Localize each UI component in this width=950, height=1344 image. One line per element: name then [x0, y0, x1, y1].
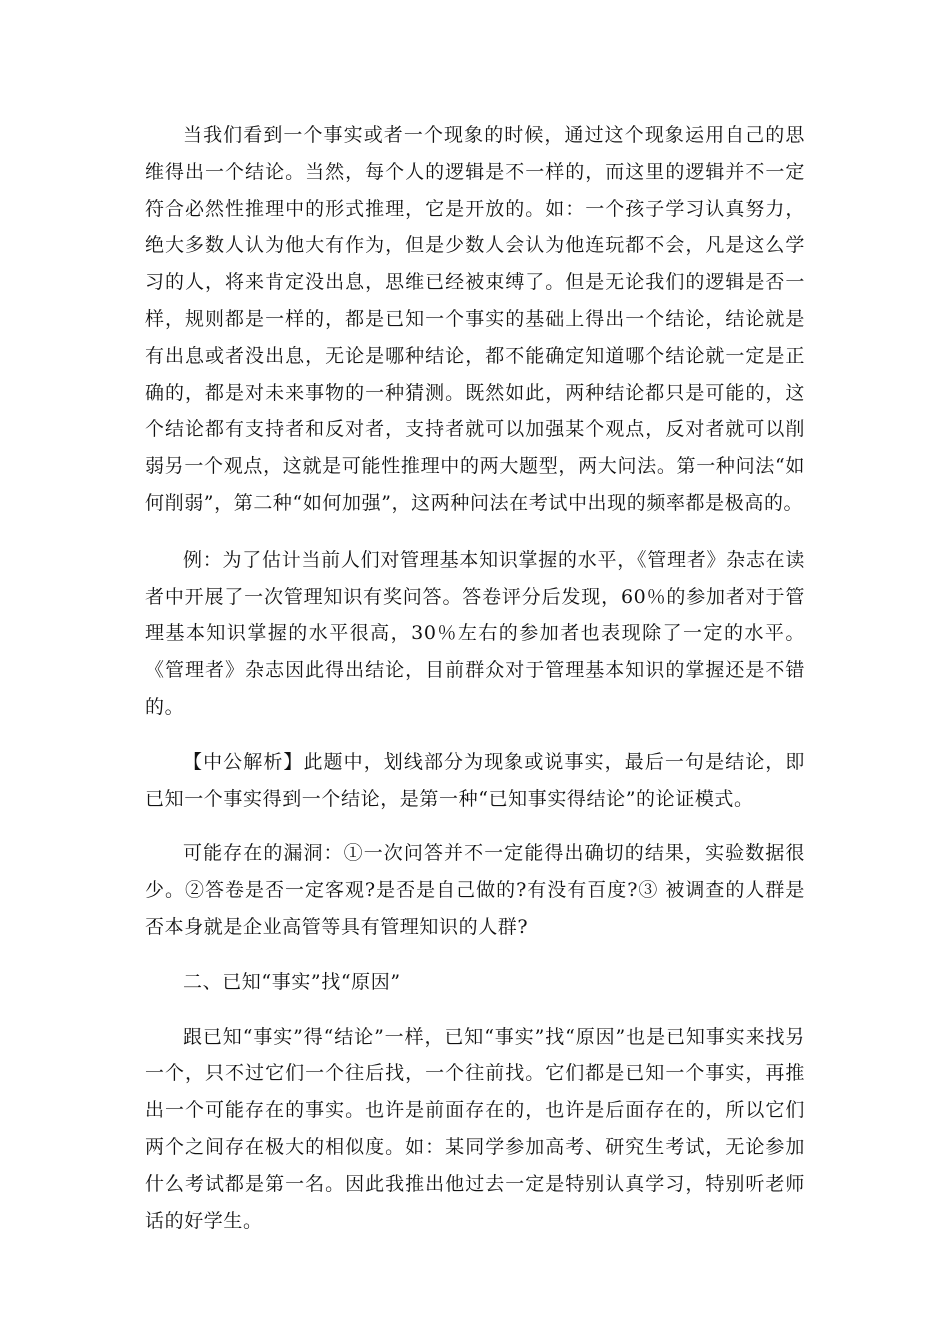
paragraph-fact-cause: 跟已知“事实”得“结论”一样，已知“事实”找“原因”也是已知事实来找另一个，只不过它们一个往后找，一个往前找。它们都是已知一个事实，再推出一个可能存在的事实。也许是前面存在的，也许是后面存在的，所以它们两个之间存在极大的相似度。如：某同学参加高考、研究生考试，无论参加什么考试都是第一名。因此我推出他过去一定是特别认真学习，特别听老师话的好学生。 [145, 1025, 805, 1232]
section-heading: 二、已知“事实”找“原因” [183, 970, 401, 993]
paragraph-analysis: 【中公解析】此题中，划线部分为现象或说事实，最后一句是结论，即已知一个事实得到一个结论，是第一种“已知事实得结论”的论证模式。 [145, 750, 805, 810]
document-body [145, 117, 805, 1239]
paragraph-example: 例：为了估计当前人们对管理基本知识掌握的水平，《管理者》杂志在读者中开展了一次管理知识有奖问答。答卷评分后发现，60％的参加者对于管理基本知识掌握的水平很高，30％左右的参加者也表现除了一定的水平。《管理者》杂志因此得出结论，目前群众对于管理基本知识的掌握还是不错的。 [145, 548, 805, 718]
paragraph-loopholes: 可能存在的漏洞：①一次问答并不一定能得出确切的结果，实验数据很少。②答卷是否一定客观?是否是自己做的?有没有百度?③ 被调查的人群是否本身就是企业高管等具有管理知识的人群? [145, 842, 805, 938]
paragraph-intro: 当我们看到一个事实或者一个现象的时候，通过这个现象运用自己的思维得出一个结论。当然，每个人的逻辑是不一样的，而这里的逻辑并不一定符合必然性推理中的形式推理，它是开放的。如：一个孩子学习认真努力，绝大多数人认为他大有作为，但是少数人会认为他连玩都不会，凡是这么学习的人，将来肯定没出息，思维已经被束缚了。但是无论我们的逻辑是否一样，规则都是一样的，都是已知一个事实的基础上得出一个结论，结论就是有出息或者没出息，无论是哪种结论，都不能确定知道哪个结论就一定是正确的，都是对未来事物的一种猜测。既然如此，两种结论都只是可能的，这个结论都有支持者和反对者，支持者就可以加强某个观点，反对者就可以削弱另一个观点，这就是可能性推理中的两大题型，两大问法。第一种问法“如何削弱”，第二种“如何加强”，这两种问法在考试中出现的频率都是极高的。 [145, 124, 805, 514]
